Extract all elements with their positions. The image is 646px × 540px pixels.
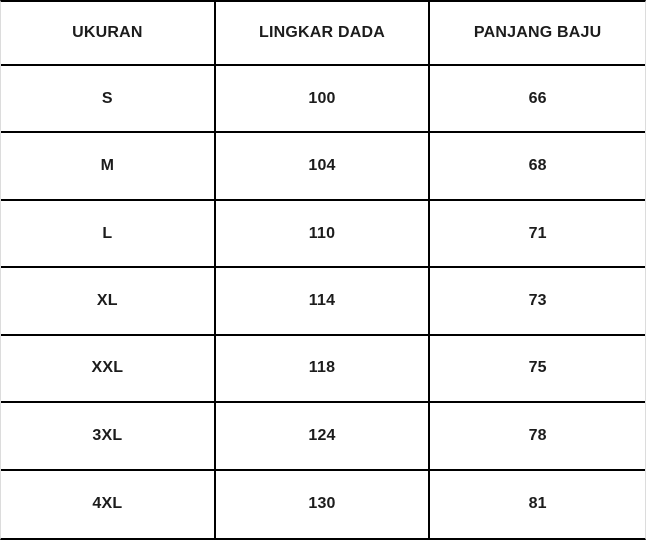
chest-cell: 118	[216, 336, 431, 401]
table-row	[1, 66, 645, 133]
table-row	[1, 268, 645, 335]
length-cell: 81	[528, 495, 547, 513]
length-cell: 66	[528, 89, 547, 107]
table-row	[1, 336, 645, 403]
table-row	[1, 201, 645, 268]
table-row	[1, 471, 645, 538]
chest-cell: 124	[216, 403, 431, 468]
table-row	[1, 133, 645, 200]
column-header-panjang-baju: PANJANG BAJU	[473, 24, 602, 41]
table-row	[1, 403, 645, 470]
chest-cell: 110	[216, 201, 431, 266]
chest-cell: 130	[216, 471, 431, 538]
length-cell: 71	[528, 224, 547, 242]
length-cell: 75	[528, 359, 547, 377]
size-cell: 4XL	[1, 471, 216, 538]
size-cell: XXL	[1, 336, 216, 401]
length-cell: 73	[528, 291, 547, 309]
size-cell: 3XL	[1, 403, 216, 468]
chest-cell: 104	[216, 133, 431, 198]
size-cell: L	[1, 201, 216, 266]
table-header-row	[1, 2, 645, 66]
column-header-lingkar-dada: LINGKAR DADA	[216, 2, 431, 64]
size-cell: M	[1, 133, 216, 198]
size-cell: XL	[1, 268, 216, 333]
size-cell: S	[1, 66, 216, 131]
column-header-ukuran: UKURAN	[1, 2, 216, 64]
chest-cell: 114	[216, 268, 431, 333]
length-cell: 78	[528, 426, 547, 444]
chest-cell: 100	[216, 66, 431, 131]
length-cell: 68	[528, 157, 547, 175]
